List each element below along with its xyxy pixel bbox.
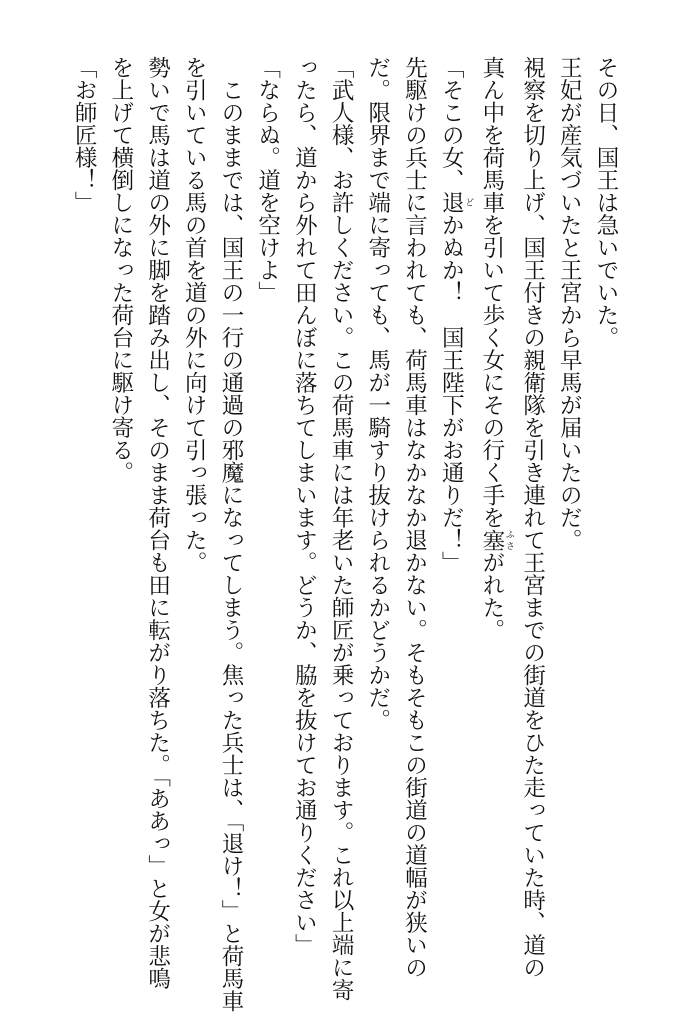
- text-line-5: [432, 56, 473, 956]
- ruby-fusa-base: 塞: [478, 528, 505, 551]
- text-line-5-part-a: 「そこの女、: [438, 56, 465, 191]
- text-line-15: 「お師匠様！」: [71, 56, 98, 214]
- text-line-3: 視察を切り上げ、国王付きの親衛隊を引き連れて王宮までの街道をひた走っていた時、道の: [519, 56, 546, 979]
- text-line-13: 勢いで馬は道の外に脚を踏み出し、そのまま荷台も田に転がり落ちた。「ああっ」と女が悲鳴: [144, 56, 171, 990]
- text-line-8: 「武人様、お許しください。この荷馬車には年老いた師匠が乗っております。これ以上端に寄: [328, 56, 355, 1001]
- text-line-1: その日、国王は急いでいた。: [593, 56, 619, 349]
- text-line-12: を引いている馬の首を道の外に向けて引っ張った。: [181, 56, 208, 574]
- text-line-14: を上げて横倒しになった荷台に駆け寄る。: [107, 56, 134, 484]
- text-line-5-part-b: かぬか！ 国王陛下がお通りだ！」: [438, 213, 465, 574]
- text-line-4-part-b: がれた。: [478, 551, 505, 641]
- text-line-4-part-a: 真ん中を荷馬車を引いて歩く女にその行く手を: [478, 56, 505, 529]
- ruby-fusa-reading: ふさ: [503, 528, 514, 551]
- ruby-fusa: [478, 528, 514, 552]
- text-line-2: 王妃が産気づいたと王宮から早馬が届いたのだ。: [556, 56, 583, 551]
- text-line-4: [473, 56, 514, 956]
- text-line-11: このままでは、国王の一行の通過の邪魔になってしまう。焦った兵士は、「退け！」と荷馬車: [217, 56, 244, 1013]
- ruby-do: [438, 191, 474, 214]
- ruby-do-reading: ど: [463, 191, 474, 214]
- ruby-do-base: 退: [438, 191, 465, 214]
- text-line-6: 先駆けの兵士に言われても、荷馬車はなかなか退かない。そもそもこの街道の道幅が狭いの: [401, 56, 428, 979]
- text-line-7: だ。限界まで端に寄っても、馬が一騎すり抜けられるかどうかだ。: [364, 56, 391, 731]
- vertical-text-block: [44, 56, 624, 1013]
- text-line-10: 「ならぬ。道を空けよ」: [254, 56, 281, 304]
- text-line-9: ったら、道から外れて田んぼに落ちてしまいます。どうか、脇を抜けてお通りください」: [291, 56, 318, 956]
